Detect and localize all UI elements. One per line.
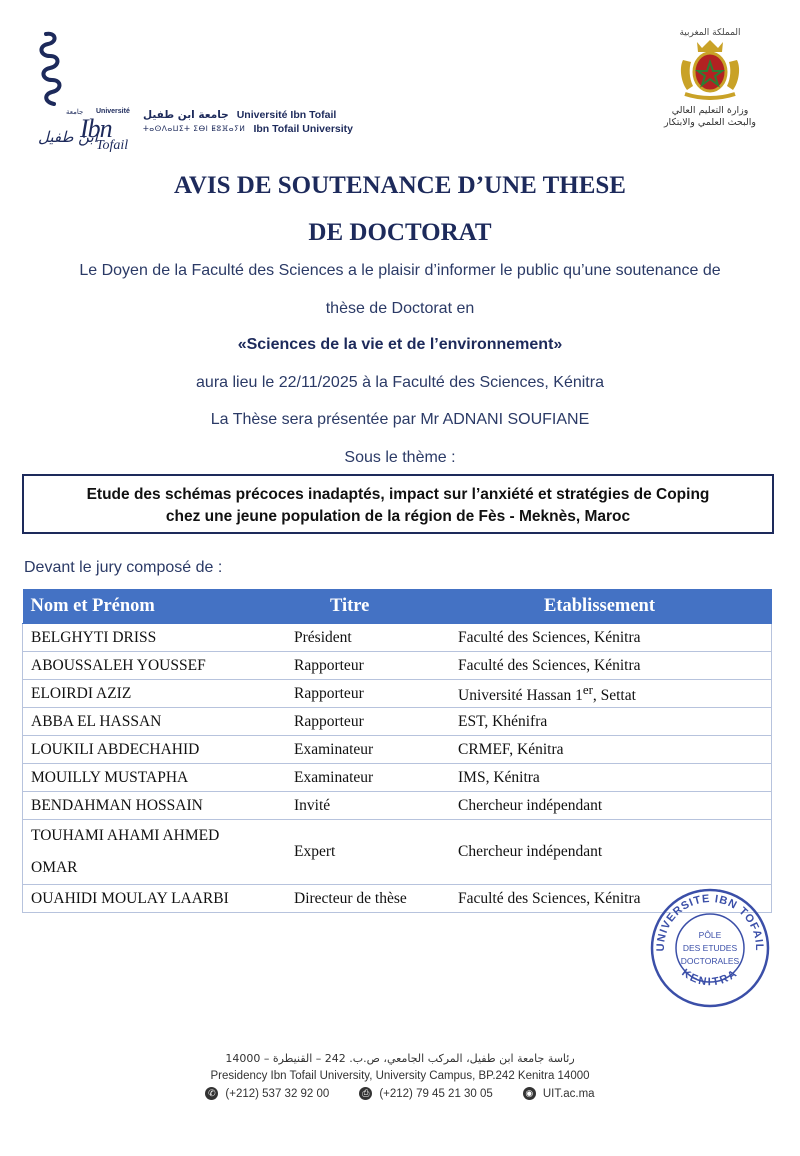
institution-main: Université Hassan 1 (458, 687, 583, 705)
table-row (23, 708, 772, 736)
doctoral-studies-stamp (648, 886, 772, 1010)
jury-title: Directeur de thèse (286, 885, 450, 913)
logo-wave-icon (36, 28, 76, 110)
jury-name-line-2: OMAR (31, 859, 78, 876)
university-name-block (143, 108, 354, 136)
theme-label: Sous le thème : (344, 449, 456, 466)
jury-name: BENDAHMAN HOSSAIN (23, 792, 287, 820)
jury-title: Examinateur (286, 736, 450, 764)
jury-institution: CRMEF, Kénitra (450, 736, 772, 764)
jury-table-header (23, 589, 772, 624)
jury-intro: Devant le jury composé de : (24, 559, 223, 576)
table-row (23, 792, 772, 820)
phone-icon: ✆ (205, 1087, 218, 1100)
table-row (23, 624, 772, 652)
footer-address-ar: رئاسة جامعة ابن طفيل، المركب الجامعي، ص.ب. 242 – القنيطرة – 14000 (225, 1052, 575, 1065)
ministry-line-2: والبحث العلمي والابتكار (663, 117, 757, 128)
page-title-line-1: AVIS DE SOUTENANCE D’UNE THESE (174, 172, 626, 199)
table-row (23, 820, 772, 885)
logo-small-label: Université (96, 108, 130, 115)
thesis-theme-line-2: chez une jeune population de la région de Fès - Meknès, Maroc (165, 508, 631, 525)
thesis-theme-box (22, 474, 774, 534)
defense-date-place: aura lieu le 22/11/2025 à la Faculté des Sciences, Kénitra (196, 374, 604, 391)
column-header-institution: Etablissement (450, 589, 772, 624)
intro-line-1: Le Doyen de la Faculté des Sciences a le plaisir d’informer le public qu’une soutenance de (79, 262, 721, 279)
globe-icon: ◉ (523, 1087, 536, 1100)
jury-title: Invité (286, 792, 450, 820)
footer-phone (205, 1087, 329, 1100)
jury-title: Rapporteur (286, 708, 450, 736)
website[interactable]: UIT.ac.ma (542, 1087, 595, 1100)
coat-of-arms-icon (675, 38, 745, 100)
logo-ar-top: جامعة (66, 109, 84, 116)
phone-number: (+212) 537 32 92 00 (225, 1087, 330, 1100)
jury-name-line-1: TOUHAMI AHAMI AHMED (31, 827, 220, 844)
jury-institution: Chercheur indépendant (450, 792, 772, 820)
fax-number: (+212) 79 45 21 30 05 (379, 1087, 493, 1100)
jury-table (22, 589, 772, 913)
logo-ar-bottom: ابن طفيل (38, 128, 98, 146)
logo-ibn: Ibn (80, 114, 112, 143)
jury-title: Examinateur (286, 764, 450, 792)
ministry-line-1: وزارة التعليم العالي (671, 105, 749, 116)
table-row (23, 736, 772, 764)
footer-web (523, 1087, 595, 1100)
jury-name: LOUKILI ABDECHAHID (23, 736, 287, 764)
jury-title: Expert (286, 820, 450, 885)
thesis-theme-line-1: Etude des schémas précoces inadaptés, impact sur l’anxiété et stratégies de Coping (86, 486, 710, 503)
university-name-ar: جامعة ابن طفيل (143, 109, 229, 121)
discipline: «Sciences de la vie et de l’environnement» (237, 336, 563, 353)
stamp-center-line-2: DES ETUDES (682, 943, 738, 953)
stamp-bottom-text: KENITRA (679, 966, 741, 989)
jury-name: OUAHIDI MOULAY LAARBI (23, 885, 287, 913)
table-row (23, 764, 772, 792)
jury-institution: IMS, Kénitra (450, 764, 772, 792)
logo-tofail: Tofail (96, 138, 129, 153)
fax-icon: ⎙ (359, 1087, 372, 1100)
jury-name: BELGHYTI DRISS (23, 624, 287, 652)
jury-name: ABBA EL HASSAN (23, 708, 287, 736)
footer-fax (359, 1087, 493, 1100)
kingdom-label: المملكة المغربية (679, 28, 741, 38)
university-name-tifinagh: ⵜⴰⵙⴷⴰⵡⵉⵜ ⵉⴱⵏ ⵟⵓⴼⴰⵢⵍ (143, 124, 246, 133)
university-name-en: Ibn Tofail University (253, 123, 354, 135)
intro-line-2: thèse de Doctorat en (325, 300, 475, 317)
jury-name (23, 820, 287, 885)
jury-institution: Faculté des Sciences, Kénitra (450, 885, 772, 913)
table-row (23, 680, 772, 708)
jury-name: MOUILLY MUSTAPHA (23, 764, 287, 792)
footer-contacts (0, 1087, 800, 1100)
institution-superscript: er (582, 681, 593, 697)
page-title-line-2: DE DOCTORAT (308, 219, 492, 246)
university-name-fr: Université Ibn Tofail (236, 109, 337, 121)
stamp-center-line-1: PÔLE (698, 930, 722, 940)
column-header-title: Titre (286, 589, 450, 624)
stamp-top-text: UNIVERSITE IBN TOFAIL (654, 892, 766, 952)
column-header-name: Nom et Prénom (23, 589, 287, 624)
jury-title: Président (286, 624, 450, 652)
ministry-emblem (652, 28, 768, 140)
jury-name: ABOUSSALEH YOUSSEF (23, 652, 287, 680)
jury-title: Rapporteur (286, 652, 450, 680)
jury-institution (450, 680, 772, 708)
presenter: La Thèse sera présentée par Mr ADNANI SOUFIANE (210, 411, 590, 428)
footer-address-fr: Presidency Ibn Tofail University, University Campus, BP.242 Kenitra 14000 (210, 1070, 590, 1082)
jury-institution: Faculté des Sciences, Kénitra (450, 624, 772, 652)
jury-name: ELOIRDI AZIZ (23, 680, 287, 708)
jury-title: Rapporteur (286, 680, 450, 708)
jury-institution: Faculté des Sciences, Kénitra (450, 652, 772, 680)
institution-tail: , Settat (592, 687, 636, 705)
jury-institution: EST, Khénifra (450, 708, 772, 736)
jury-institution: Chercheur indépendant (450, 820, 772, 885)
table-row (23, 652, 772, 680)
stamp-center-line-3: DOCTORALES (680, 956, 740, 966)
